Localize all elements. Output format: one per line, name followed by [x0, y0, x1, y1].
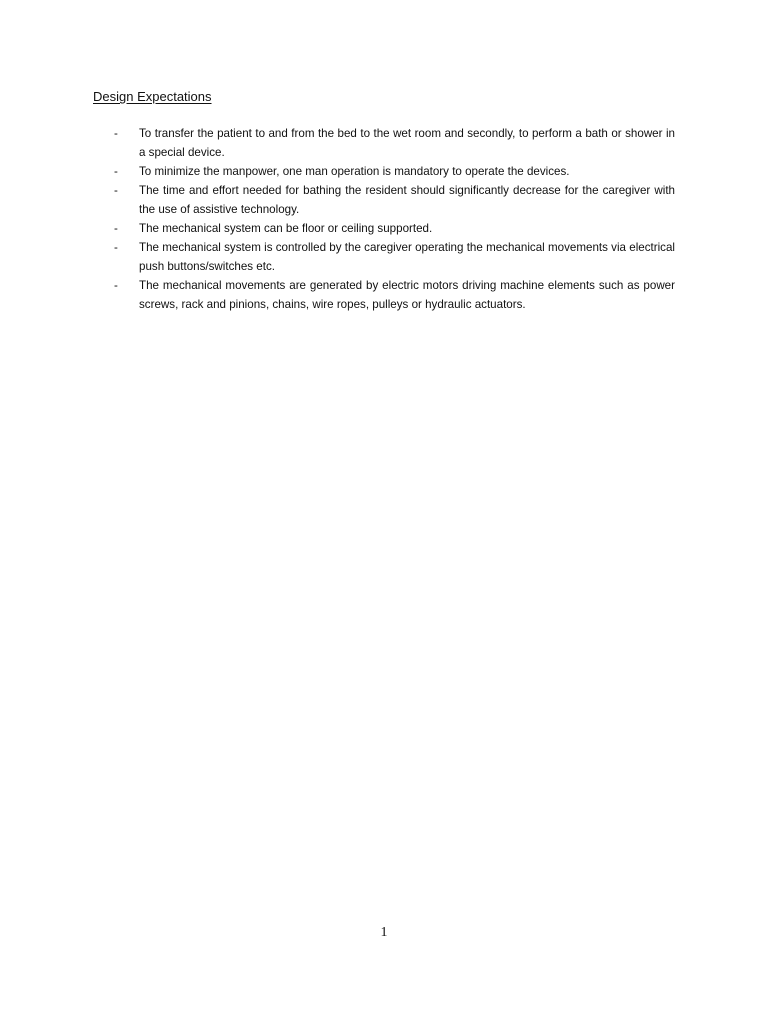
bullet-dash: - [114, 222, 118, 235]
list-item [93, 181, 675, 219]
bullet-list [93, 124, 675, 314]
page-number: 1 [380, 925, 388, 940]
bullet-text: The time and effort needed for bathing the resident should significantly decrease for the caregiver with the use of assistive technology. [139, 184, 675, 216]
section-heading: Design Expectations [93, 89, 212, 104]
list-item [93, 276, 675, 314]
bullet-text: To minimize the manpower, one man operation is mandatory to operate the devices. [139, 165, 570, 178]
bullet-dash: - [114, 165, 118, 178]
bullet-dash: - [114, 184, 118, 197]
bullet-text: The mechanical movements are generated by electric motors driving machine elements such as power screws, rack and pinions, chains, wire ropes, pulleys or hydraulic actuators. [139, 279, 675, 311]
bullet-text: The mechanical system is controlled by the caregiver operating the mechanical movements via electrical push buttons/switches etc. [139, 241, 675, 273]
bullet-text: To transfer the patient to and from the bed to the wet room and secondly, to perform a bath or shower in a special device. [139, 127, 675, 159]
list-item [93, 238, 675, 276]
list-item [93, 124, 675, 162]
bullet-text: The mechanical system can be floor or ceiling supported. [139, 222, 433, 235]
list-item [93, 219, 675, 238]
list-item [93, 162, 675, 181]
bullet-dash: - [114, 241, 118, 254]
bullet-dash: - [114, 279, 118, 292]
bullet-dash: - [114, 127, 118, 140]
